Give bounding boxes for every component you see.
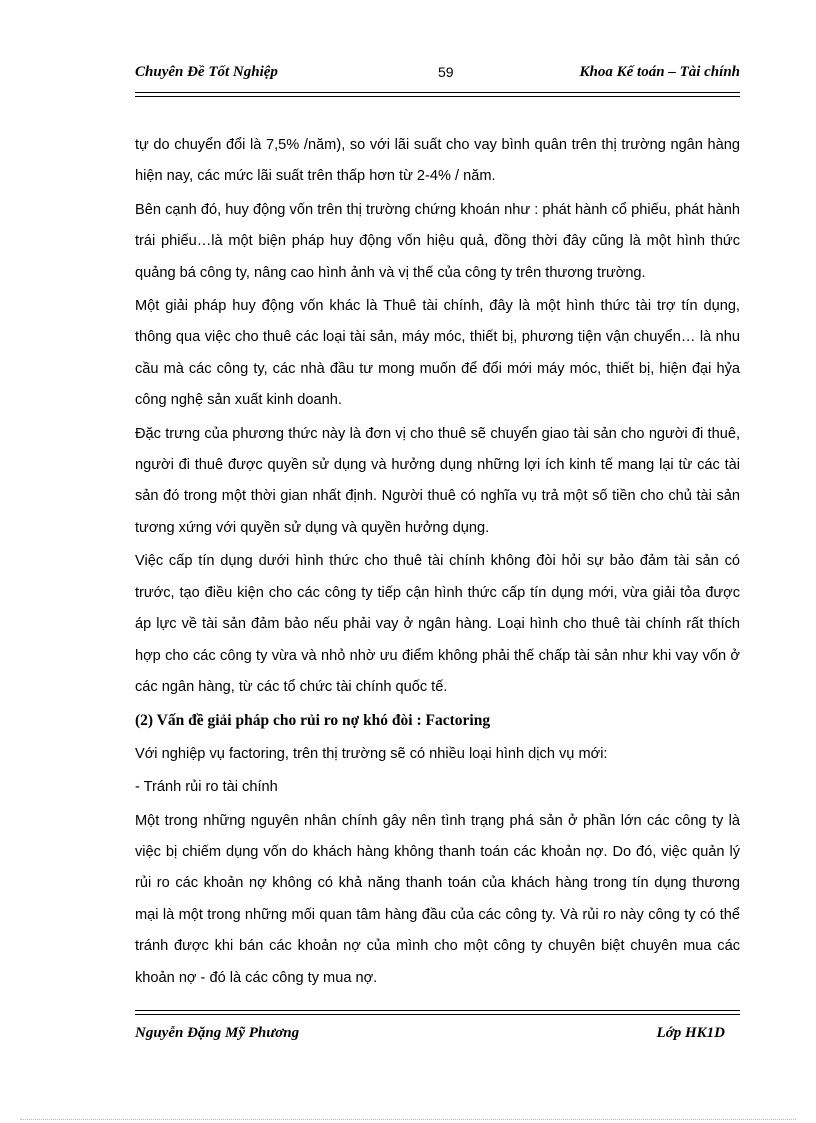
section-heading-factoring: (2) Vấn đề giải pháp cho rủi ro nợ khó đòi : Factoring: [135, 712, 491, 730]
header-rule-top: [135, 92, 740, 93]
page-footer: [135, 1025, 725, 1047]
header-rule-bottom: [135, 96, 740, 97]
footer-author: Nguyễn Đặng Mỹ Phương: [135, 1025, 300, 1041]
header-page-number: 59: [438, 64, 454, 80]
page-header: [135, 62, 740, 86]
paragraph-securities-market: Bên cạnh đó, huy động vốn trên thị trường chứng khoán như : phát hành cổ phiếu, phát hành trái phiếu…là một biện pháp huy động vốn hiệu quả, đồng thời đây cũng là một hình thức quảng bá công ty, nâng cao hình ảnh và vị thế của công ty trên thương trường.: [135, 201, 740, 281]
paragraph-factoring-intro: Với nghiệp vụ factoring, trên thị trường sẽ có nhiều loại hình dịch vụ mới:: [135, 745, 608, 762]
paragraph-leasing-characteristics: Đặc trưng của phương thức này là đơn vị cho thuê sẽ chuyển giao tài sản cho người đi thuê, người đi thuê được quyền sử dụng và hưởng dụng những lợi ích kinh tế mang lại từ các tài sản đó trong một thời gian nhất định. Người thuê có nghĩa vụ trả một số tiền cho chủ tài sản tương xứng với quyền sử dụng và quyền hưởng dụng.: [135, 425, 740, 536]
header-document-title: Chuyên Đề Tốt Nghiệp: [135, 64, 278, 80]
paragraph-financial-leasing: Một giải pháp huy động vốn khác là Thuê tài chính, đây là một hình thức tài trợ tín dụng, thông qua việc cho thuê các loại tài sản, máy móc, thiết bị, phương tiện vận chuyển… là nhu cầu mà các công ty, các nhà đầu tư mong muốn để đổi mới máy móc, thiết bị, hiện đại hỷa công nghệ sản xuất kinh doanh.: [135, 298, 740, 409]
footer-rule-top: [135, 1010, 740, 1011]
page-bottom-border: [20, 1119, 796, 1120]
header-department: Khoa Kế toán – Tài chính: [579, 64, 740, 80]
body-text: [135, 130, 740, 996]
list-item-avoid-financial-risk: - Tránh rủi ro tài chính: [135, 779, 278, 796]
footer-rule-bottom: [135, 1014, 740, 1015]
footer-class: Lớp HK1D: [656, 1025, 725, 1041]
paragraph-bad-debt-risk: Một trong những nguyên nhân chính gây nên tình trạng phá sản ở phần lớn các công ty là việc bị chiếm dụng vốn do khách hàng không thanh toán các khoản nợ. Do đó, việc quản lý rủi ro các khoản nợ không có khả năng thanh toán của khách hàng trong tín dụng thương mại là một trong những mối quan tâm hàng đầu của các công ty. Và rủi ro này công ty có thể tránh được khi bán các khoản nợ của mình cho một công ty chuyên biệt chuyên mua các khoản nợ - đó là các công ty mua nợ.: [135, 812, 740, 986]
paragraph-interest-rate: tự do chuyển đổi là 7,5% /năm), so với lãi suất cho vay bình quân trên thị trường ngân hàng hiện nay, các mức lãi suất trên thấp hơn từ 2-4% / năm.: [135, 137, 740, 185]
paragraph-leasing-credit: Việc cấp tín dụng dưới hình thức cho thuê tài chính không đòi hỏi sự bảo đảm tài sản có trước, tạo điều kiện cho các công ty tiếp cận hình thức cấp tín dụng mới, vừa giải tỏa được áp lực về tài sản đảm bảo nếu phải vay ở ngân hàng. Loại hình cho thuê tài chính rất thích hợp cho các công ty vừa và nhỏ nhờ ưu điểm không phải thế chấp tài sản như khi vay vốn ở các ngân hàng, từ các tổ chức tài chính quốc tế.: [135, 553, 740, 695]
